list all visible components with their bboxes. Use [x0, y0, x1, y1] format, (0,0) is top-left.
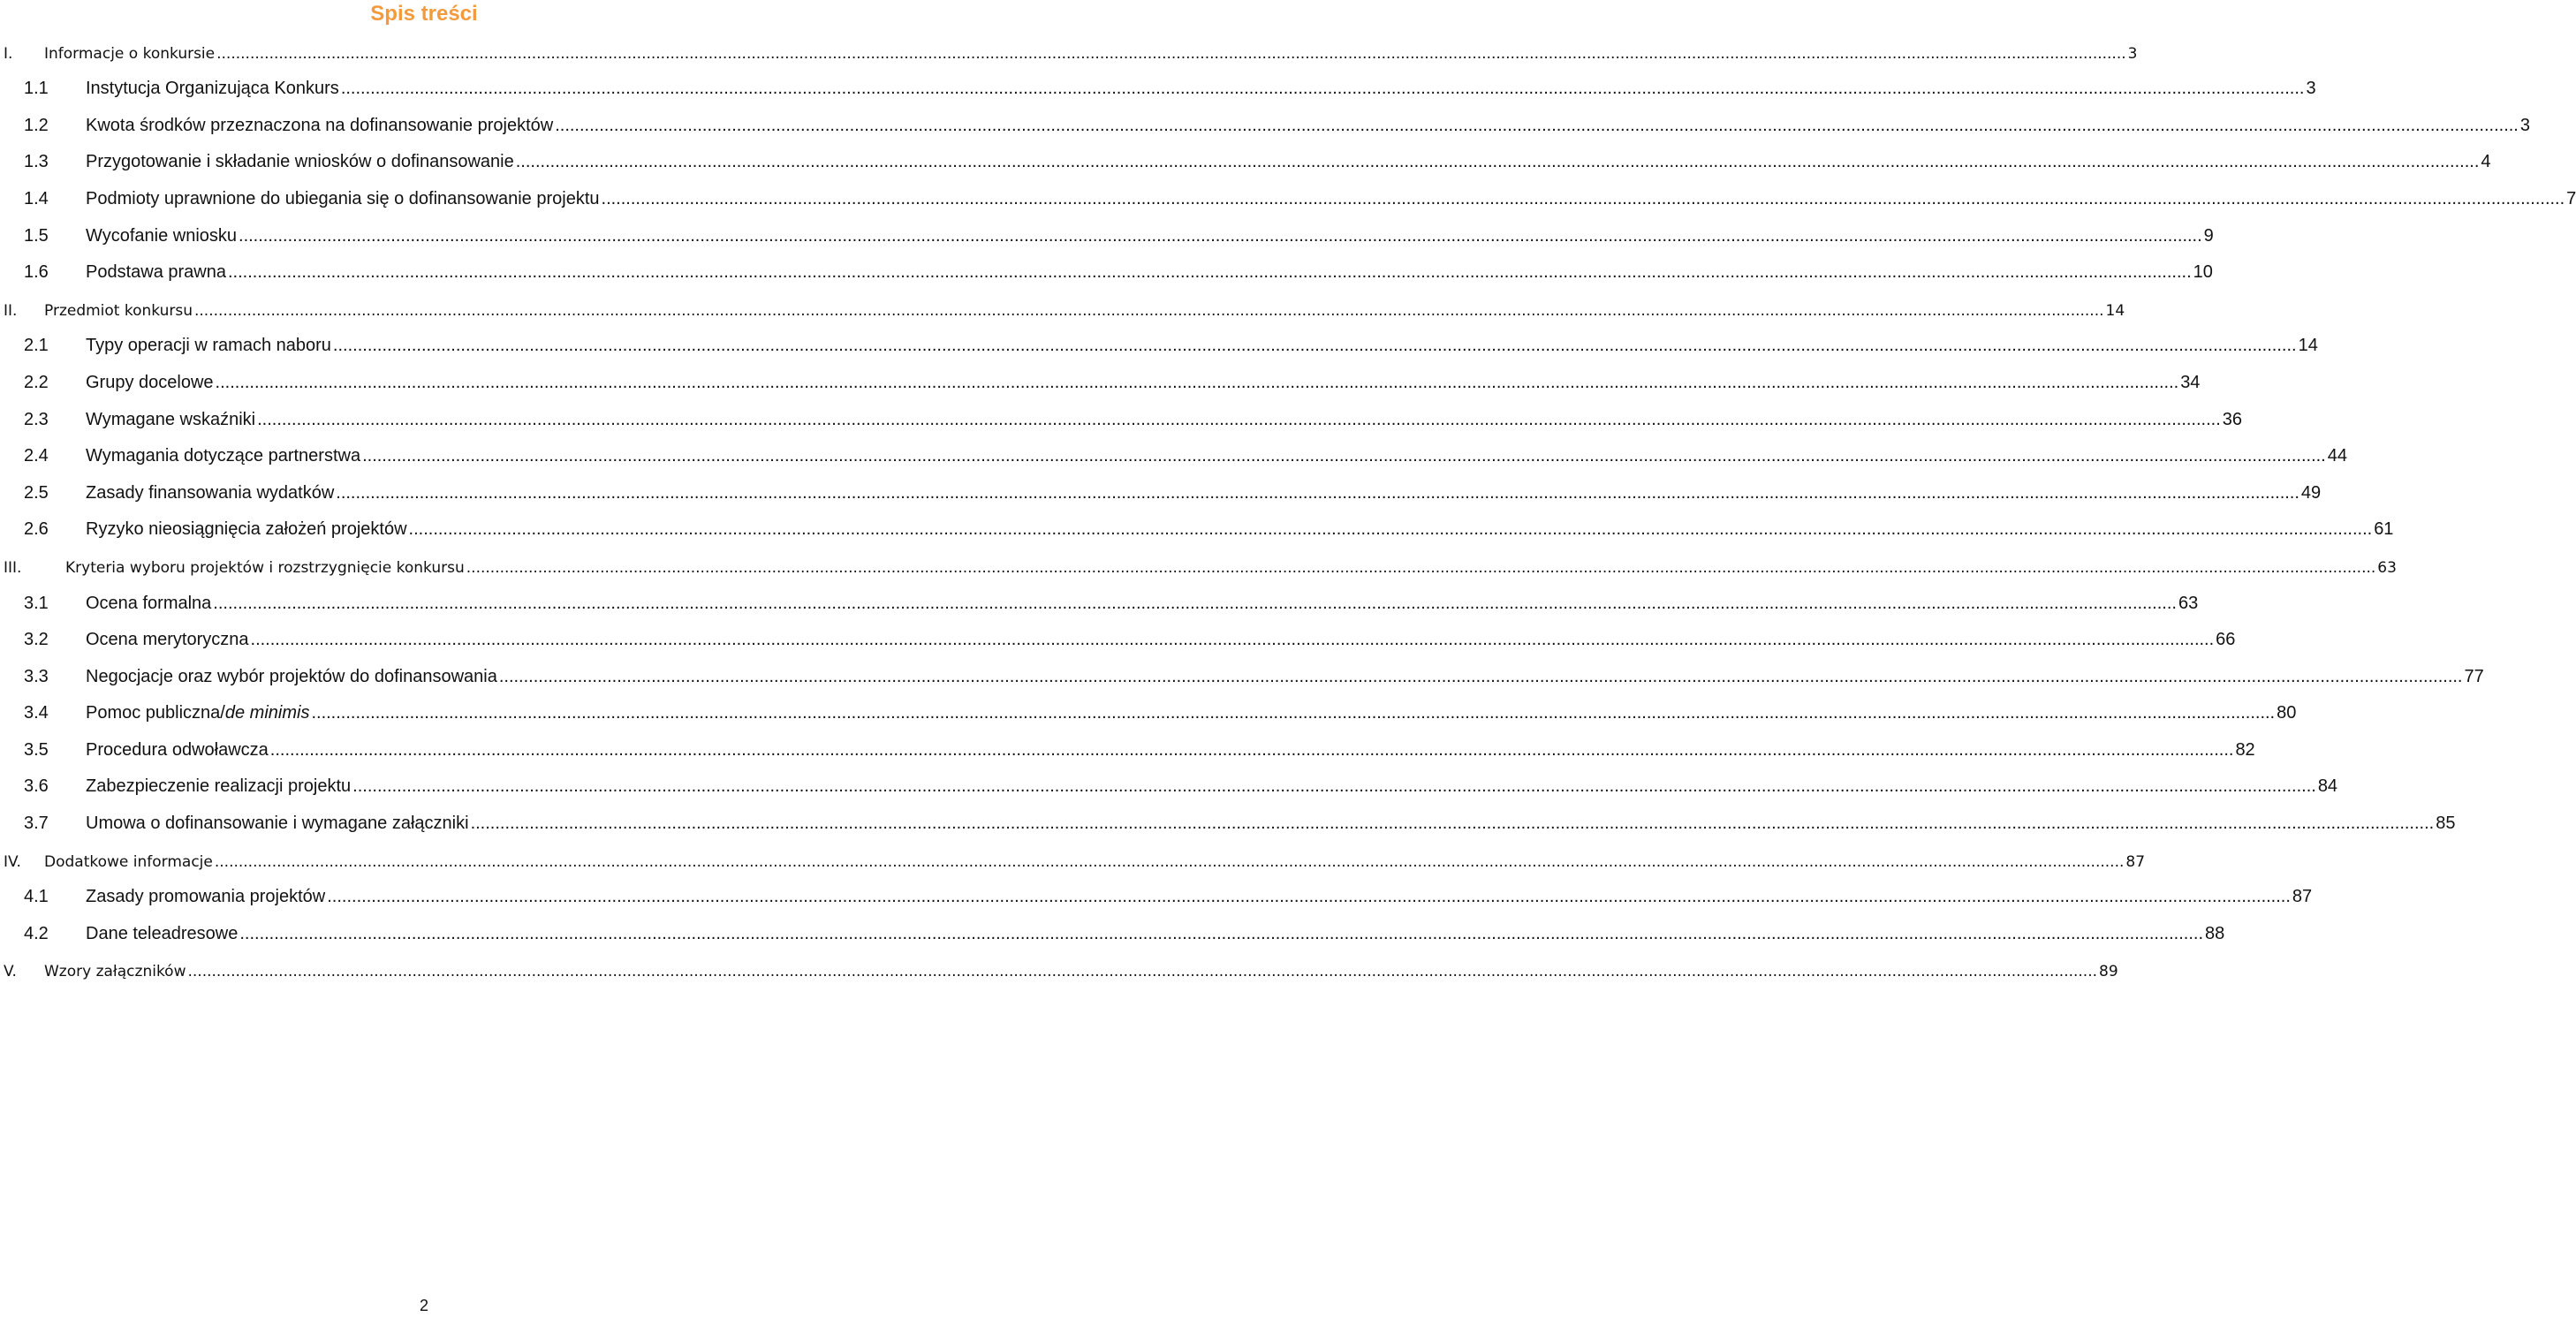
toc-entry-page-number: 49	[2300, 482, 2322, 503]
toc-entry[interactable]	[0, 622, 2236, 659]
toc-entry[interactable]	[0, 658, 2484, 695]
toc-entry-title: Informacje o konkursie	[44, 44, 216, 63]
dot-leader: ................................................................................................................................................................................................................................................................................................................................................................................................................	[408, 519, 2373, 540]
toc-entry-page-number: 85	[2436, 814, 2456, 834]
toc-entry-page-number: 3	[2519, 115, 2530, 135]
toc-entry[interactable]	[0, 34, 2138, 71]
toc-entry-title: Wycofanie wniosku	[86, 225, 238, 246]
toc-entry-page-number: 9	[2203, 225, 2214, 246]
dot-leader: ................................................................................................................................................................................................................................................................................................................................................................................................................	[239, 225, 2202, 246]
toc-entry-title: Wzory załączników	[44, 963, 186, 981]
toc-entry-number: 3.3	[24, 666, 49, 686]
toc-entry-number: 2.6	[24, 519, 49, 540]
toc-entry-page-number: 10	[2193, 262, 2213, 283]
toc-entry-title: Procedura odwoławcza	[86, 739, 269, 760]
toc-entry-page-number: 61	[2374, 519, 2394, 540]
toc-entry-page-number: 36	[2222, 409, 2243, 429]
dot-leader: ................................................................................................................................................................................................................................................................................................................................................................................................................	[466, 558, 2376, 577]
toc-entry-title: Typy operacji w ramach naboru	[86, 336, 331, 356]
dot-leader: ................................................................................................................................................................................................................................................................................................................................................................................................................	[216, 44, 2126, 63]
dot-leader: ................................................................................................................................................................................................................................................................................................................................................................................................................	[362, 446, 2326, 466]
toc-entry-number: I.	[4, 44, 13, 63]
toc-entry-page-number: 7	[2566, 188, 2576, 208]
toc-entry-title: Ocena merytoryczna	[86, 630, 249, 650]
toc-entry[interactable]	[0, 915, 2225, 952]
toc-entry-title: Przedmiot konkursu	[44, 301, 193, 320]
toc-entry[interactable]	[0, 805, 2456, 842]
toc-entry-number: 3.2	[24, 630, 49, 650]
toc-entry-page-number: 66	[2216, 630, 2236, 650]
dot-leader: ................................................................................................................................................................................................................................................................................................................................................................................................................	[601, 188, 2565, 208]
toc-entry-number: 2.5	[24, 482, 49, 503]
toc-entry[interactable]	[0, 217, 2214, 254]
dot-leader: ................................................................................................................................................................................................................................................................................................................................................................................................................	[215, 372, 2179, 392]
toc-entry-title: Pomoc publiczna/de minimis	[86, 703, 310, 723]
toc-entry-number: 2.1	[24, 336, 49, 356]
toc-entry-title: Wymagania dotyczące partnerstwa	[86, 446, 361, 466]
toc-entry-page-number: 63	[2377, 558, 2397, 577]
toc-entry-page-number: 87	[2292, 887, 2313, 907]
dot-leader: ................................................................................................................................................................................................................................................................................................................................................................................................................	[555, 115, 2519, 135]
toc-entry-page-number: 89	[2099, 963, 2118, 981]
toc-entry-number: 1.1	[24, 79, 49, 99]
toc-entry[interactable]	[0, 144, 2491, 181]
toc-entry-number: 1.3	[24, 152, 49, 172]
toc-entry-number: 3.6	[24, 776, 49, 797]
dot-leader: ................................................................................................................................................................................................................................................................................................................................................................................................................	[336, 482, 2299, 503]
toc-entry-number: 3.7	[24, 814, 49, 834]
toc-entry-title: Podmioty uprawnione do ubiegania się o dofinansowanie projektu	[86, 188, 600, 208]
dot-leader: ................................................................................................................................................................................................................................................................................................................................................................................................................	[187, 963, 2098, 981]
toc-entry-title: Zabezpieczenie realizacji projektu	[86, 776, 352, 797]
toc-entry-number: 1.4	[24, 188, 49, 208]
toc-entry-page-number: 4	[2481, 152, 2491, 172]
toc-entry-title: Ocena formalna	[86, 593, 212, 613]
toc-entry-title: Dane teleadresowe	[86, 923, 239, 943]
toc-entry-page-number: 14	[2298, 336, 2318, 356]
toc-entry-page-number: 84	[2317, 776, 2338, 797]
toc-entry-page-number: 44	[2327, 446, 2347, 466]
toc-entry-title: Wymagane wskaźniki	[86, 409, 256, 429]
toc-entry[interactable]	[0, 401, 2243, 438]
toc-entry[interactable]	[0, 695, 2297, 732]
toc-entry[interactable]	[0, 585, 2199, 622]
toc-entry-title: Grupy docelowe	[86, 372, 214, 392]
dot-leader: ................................................................................................................................................................................................................................................................................................................................................................................................................	[332, 336, 2297, 356]
toc-entry-title: Zasady finansowania wydatków	[86, 482, 335, 503]
dot-leader: ................................................................................................................................................................................................................................................................................................................................................................................................................	[213, 593, 2177, 613]
dot-leader: ................................................................................................................................................................................................................................................................................................................................................................................................................	[227, 262, 2192, 283]
toc-entry[interactable]	[0, 180, 2576, 217]
toc-entry-title: Kwota środków przeznaczona na dofinansowanie projektów	[86, 115, 554, 135]
toc-entry-number: 1.6	[24, 262, 49, 283]
toc-entry-number: 3.1	[24, 593, 49, 613]
toc-entry-page-number: 82	[2235, 739, 2255, 760]
toc-entry[interactable]	[0, 952, 2118, 989]
toc-entry-title: Dodatkowe informacje	[44, 852, 213, 871]
toc-entry-title: Negocjacje oraz wybór projektów do dofinansowania	[86, 666, 497, 686]
toc-entry-title: Przygotowanie i składanie wniosków o dofinansowanie	[86, 152, 514, 172]
toc-entry-page-number: 34	[2180, 372, 2201, 392]
toc-entry-page-number: 3	[2127, 44, 2138, 63]
toc-entry-number: 3.5	[24, 739, 49, 760]
toc-entry[interactable]	[0, 107, 2530, 144]
toc-entry-number: V.	[4, 963, 17, 981]
toc-entry-title: Instytucja Organizująca Konkurs	[86, 79, 339, 99]
toc-entry-number: IV.	[4, 852, 21, 871]
toc-entry-page-number: 77	[2464, 666, 2484, 686]
toc-entry-title: Zasady promowania projektów	[86, 887, 326, 907]
toc-entry-page-number: 63	[2178, 593, 2199, 613]
toc-entry-number: 3.4	[24, 703, 49, 723]
dot-leader: ................................................................................................................................................................................................................................................................................................................................................................................................................	[327, 887, 2291, 907]
toc-entry-title: Kryteria wyboru projektów i rozstrzygnięcie konkursu	[65, 558, 465, 577]
toc-entry[interactable]	[0, 842, 2146, 879]
toc-list	[0, 34, 2576, 988]
toc-entry-title: Ryzyko nieosiągnięcia założeń projektów	[86, 519, 407, 540]
toc-entry-page-number: 88	[2205, 923, 2225, 943]
toc-entry-title-italic: de minimis	[224, 703, 310, 723]
dot-leader: ................................................................................................................................................................................................................................................................................................................................................................................................................	[194, 301, 2104, 320]
toc-entry[interactable]	[0, 879, 2313, 916]
toc-entry-number: 1.2	[24, 115, 49, 135]
dot-leader: ................................................................................................................................................................................................................................................................................................................................................................................................................	[515, 152, 2480, 172]
dot-leader: ................................................................................................................................................................................................................................................................................................................................................................................................................	[269, 739, 2234, 760]
page-number: 2	[419, 1297, 428, 1314]
toc-entry[interactable]	[0, 548, 2397, 585]
toc-entry[interactable]	[0, 511, 2394, 549]
dot-leader: ................................................................................................................................................................................................................................................................................................................................................................................................................	[311, 703, 2276, 723]
toc-title: Spis treści	[370, 2, 478, 26]
toc-entry[interactable]	[0, 768, 2338, 806]
toc-entry[interactable]	[0, 731, 2255, 768]
toc-entry-page-number: 80	[2277, 703, 2297, 723]
toc-entry-number: 2.3	[24, 409, 49, 429]
toc-entry-number: II.	[4, 301, 18, 320]
dot-leader: ................................................................................................................................................................................................................................................................................................................................................................................................................	[214, 852, 2125, 871]
toc-entry-number: 2.4	[24, 446, 49, 466]
toc-entry-title: Podstawa prawna	[86, 262, 226, 283]
dot-leader: ................................................................................................................................................................................................................................................................................................................................................................................................................	[340, 79, 2305, 99]
toc-entry[interactable]	[0, 474, 2322, 511]
toc-entry-title: Umowa o dofinansowanie i wymagane załączniki	[86, 814, 469, 834]
dot-leader: ................................................................................................................................................................................................................................................................................................................................................................................................................	[250, 630, 2215, 650]
toc-entry-number: 2.2	[24, 372, 49, 392]
dot-leader: ................................................................................................................................................................................................................................................................................................................................................................................................................	[239, 923, 2203, 943]
toc-entry[interactable]	[0, 438, 2347, 475]
toc-entry-number: 1.5	[24, 225, 49, 246]
toc-entry-page-number: 14	[2105, 301, 2125, 320]
toc-entry[interactable]	[0, 364, 2201, 401]
toc-entry[interactable]	[0, 71, 2316, 108]
toc-entry-number: 4.1	[24, 887, 49, 907]
toc-entry[interactable]	[0, 254, 2213, 291]
toc-entry-page-number: 3	[2306, 79, 2316, 99]
toc-entry[interactable]	[0, 291, 2125, 328]
dot-leader: ................................................................................................................................................................................................................................................................................................................................................................................................................	[470, 814, 2435, 834]
dot-leader: ................................................................................................................................................................................................................................................................................................................................................................................................................	[498, 666, 2463, 686]
toc-entry-number: III.	[4, 558, 22, 577]
toc-entry-number: 4.2	[24, 923, 49, 943]
toc-entry[interactable]	[0, 328, 2318, 365]
toc-entry-page-number: 87	[2125, 852, 2146, 871]
dot-leader: ................................................................................................................................................................................................................................................................................................................................................................................................................	[257, 409, 2221, 429]
dot-leader: ................................................................................................................................................................................................................................................................................................................................................................................................................	[352, 776, 2316, 797]
